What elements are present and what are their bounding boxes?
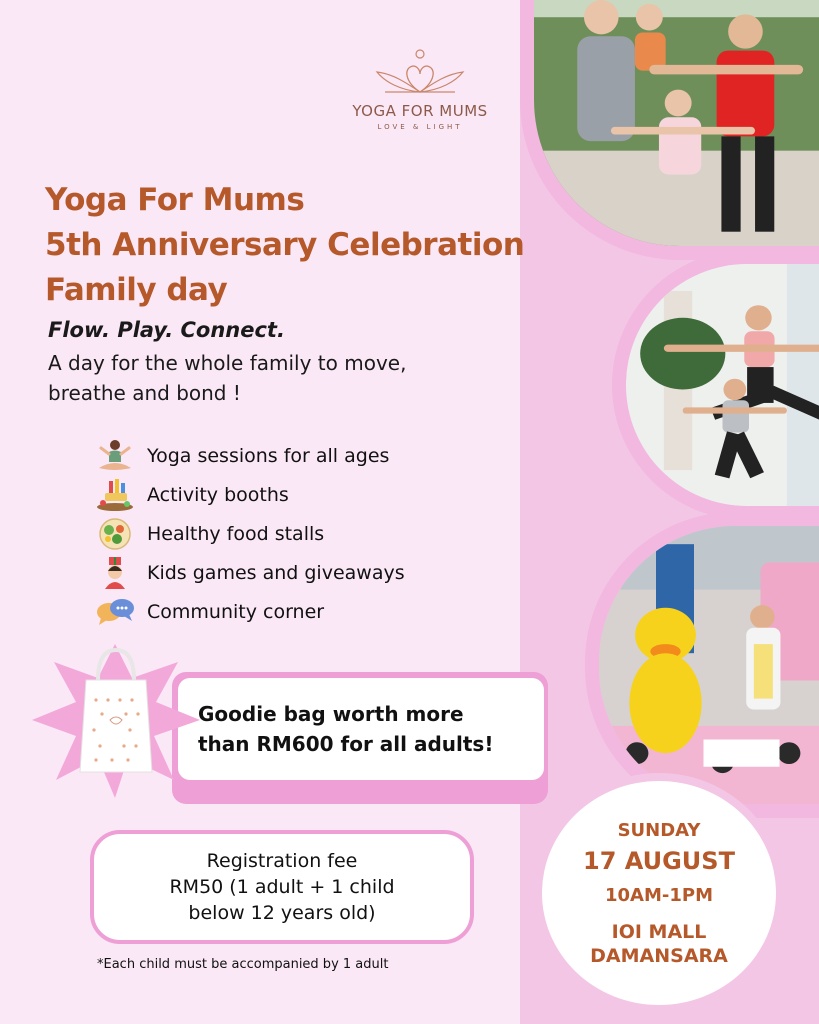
feature-label: Activity booths: [147, 483, 289, 506]
event-venue-line-2: DAMANSARA: [590, 945, 728, 967]
craft-booth-icon: [95, 477, 135, 513]
title-line-1: Yoga For Mums: [45, 182, 305, 218]
feature-item: [95, 592, 405, 631]
event-time: 10AM-1PM: [605, 885, 713, 906]
event-venue-line-1: IOI MALL: [611, 921, 707, 943]
event-title: [45, 178, 605, 313]
goodie-bag-icon: [28, 640, 203, 800]
feature-label: Yoga sessions for all ages: [147, 444, 390, 467]
goodie-line-2: than RM600 for all adults!: [198, 732, 494, 756]
feature-label: Kids games and giveaways: [147, 561, 405, 584]
accompany-note: *Each child must be accompanied by 1 adult: [97, 957, 389, 972]
food-bowl-icon: [95, 516, 135, 552]
goodie-line-1: Goodie bag worth more: [198, 702, 464, 726]
feature-label: Community corner: [147, 600, 325, 623]
tagline: Flow. Play. Connect.: [48, 318, 285, 342]
lotus-heart-icon: [365, 48, 475, 100]
feature-item: [95, 514, 405, 553]
event-date: 17 AUGUST: [583, 847, 735, 875]
title-line-3: Family day: [45, 272, 228, 308]
logo-tagline: LOVE & LIGHT: [377, 123, 463, 131]
goodie-card: [178, 678, 544, 780]
event-details-circle: [534, 773, 784, 1013]
brand-logo: [320, 48, 520, 131]
registration-line-3: below 12 years old): [188, 902, 376, 924]
feature-item: [95, 436, 405, 475]
logo-name: YOGA FOR MUMS: [352, 102, 488, 120]
kid-gift-icon: [95, 555, 135, 591]
feature-label: Healthy food stalls: [147, 522, 325, 545]
description-line-2: breathe and bond !: [48, 381, 241, 405]
title-line-2: 5th Anniversary Celebration: [45, 227, 525, 263]
description: [48, 348, 548, 408]
feature-list: [95, 436, 405, 631]
chat-bubbles-icon: [95, 594, 135, 630]
feature-item: [95, 475, 405, 514]
feature-item: [95, 553, 405, 592]
registration-box: [90, 830, 474, 944]
event-day: SUNDAY: [617, 820, 701, 841]
yoga-pose-icon: [95, 438, 135, 474]
description-line-1: A day for the whole family to move,: [48, 351, 407, 375]
registration-line-2: RM50 (1 adult + 1 child: [169, 876, 395, 898]
registration-line-1: Registration fee: [206, 850, 358, 872]
